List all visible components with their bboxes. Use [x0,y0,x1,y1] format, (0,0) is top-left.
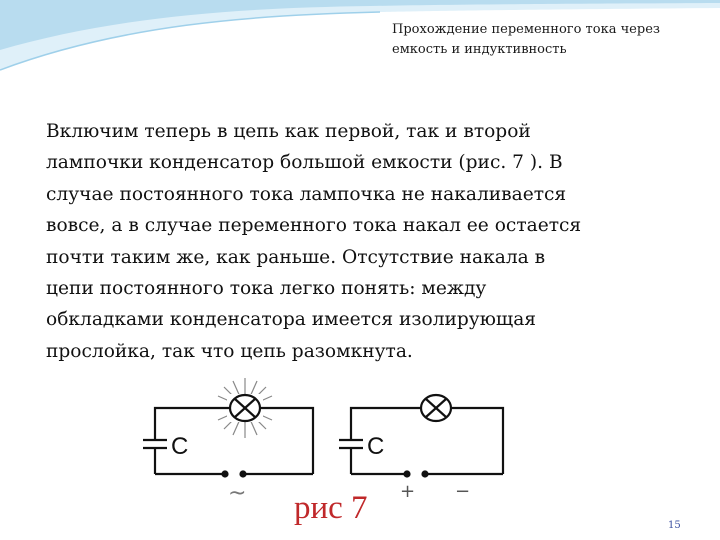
body-line: цепи постоянного тока легко понять: между [46,278,487,300]
body-line: прослойка, так что цепь разомкнута. [46,340,413,362]
capacitor-label-left: C [171,433,189,460]
dc-plus-symbol: + [400,481,416,502]
slide-title-line-1: Прохождение переменного тока через [392,22,660,37]
capacitor-label-right: C [367,433,385,460]
body-line: почти таким же, как раньше. Отсутствие накала в [46,246,546,268]
body-line: лампочки конденсатор большой емкости (рис. 7 ). В [46,152,563,174]
body-line: вовсе, а в случае переменного тока накал ее остается [46,215,582,237]
slide-number: 15 [668,520,681,531]
body-line: обкладками конденсатора имеется изолирующая [46,309,537,331]
body-line: случае постоянного тока лампочка не накаливается [46,183,567,205]
body-paragraph [46,116,696,367]
slide-title-line-2: емкость и индуктивность [392,42,567,57]
slide-title [392,20,712,60]
ac-source-symbol: ~ [228,481,247,506]
figure-caption: рис 7 [294,490,368,526]
body-line: Включим теперь в цепь как первой, так и второй [46,121,531,142]
dc-minus-symbol: − [455,481,471,502]
